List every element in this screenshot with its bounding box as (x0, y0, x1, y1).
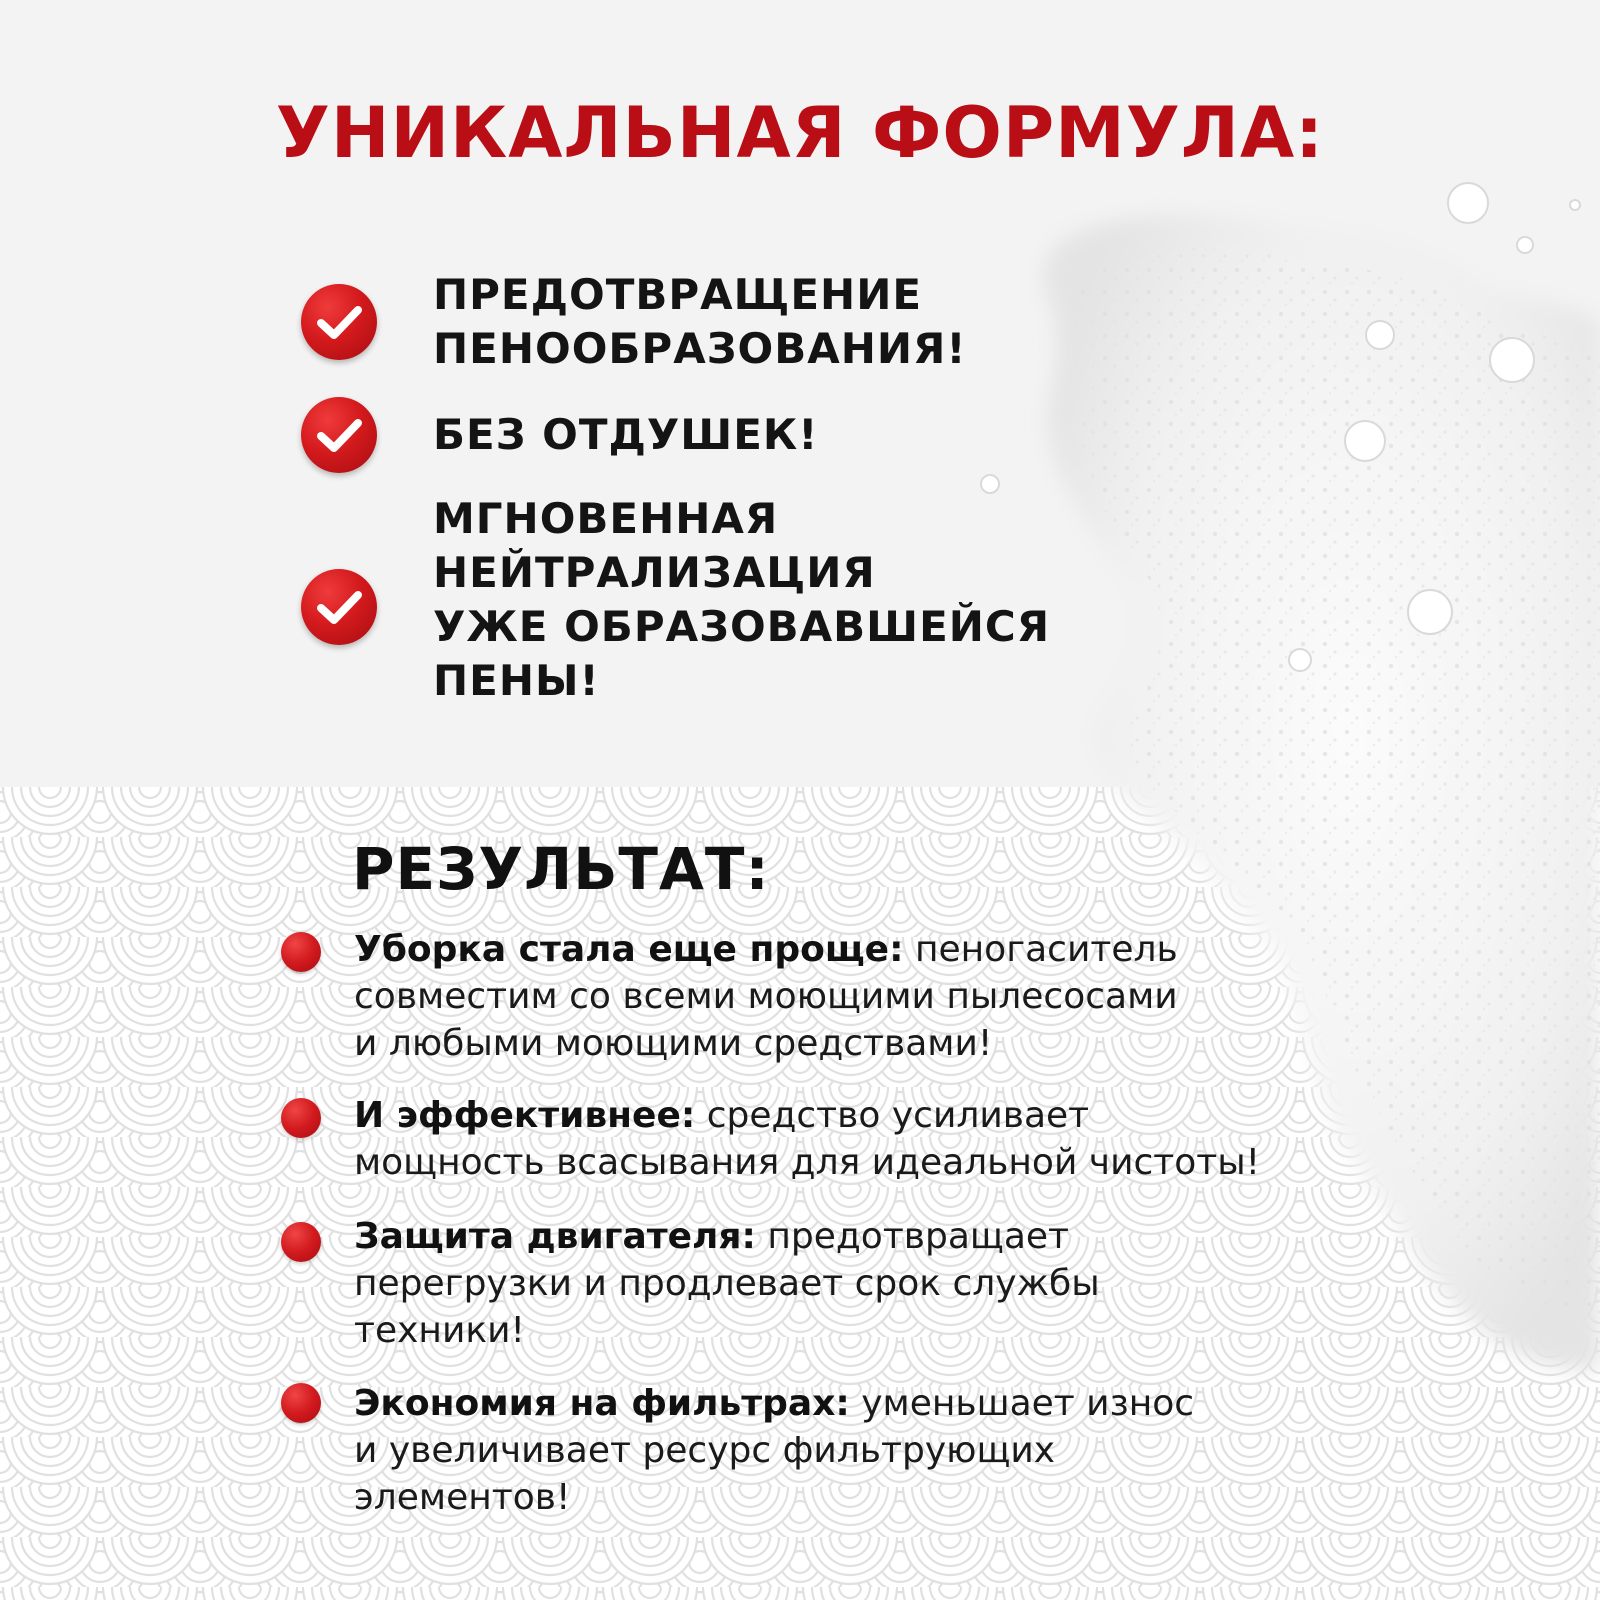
feature-3-line-1: МГНОВЕННАЯ (433, 494, 779, 543)
result-1-bold: Уборка стала еще проще: (354, 929, 904, 970)
result-item-4 (354, 1380, 1194, 1521)
result-3-line-3: техники! (354, 1310, 525, 1351)
check-circle-icon (301, 397, 377, 473)
result-4-line-2: и увеличивает ресурс фильтрующих (354, 1430, 1056, 1471)
result-item-2 (354, 1092, 1260, 1186)
bullet-dot-icon (281, 1098, 321, 1138)
bullet-dot-icon (281, 1222, 321, 1262)
result-3-line-2: перегрузки и продлевает срок службы (354, 1263, 1100, 1304)
feature-2-line-1: БЕЗ ОТДУШЕК! (433, 410, 819, 459)
feature-item-2 (433, 408, 818, 462)
result-3-text: предотвращает (755, 1216, 1070, 1257)
feature-3-line-2: НЕЙТРАЛИЗАЦИЯ (433, 548, 876, 597)
result-1-line-3: и любыми моющими средствами! (354, 1023, 993, 1064)
feature-3-line-4: ПЕНЫ! (433, 656, 600, 705)
main-title: УНИКАЛЬНАЯ ФОРМУЛА: (275, 92, 1325, 174)
result-item-3 (354, 1213, 1100, 1354)
check-circle-icon (301, 569, 377, 645)
feature-1-line-2: ПЕНООБРАЗОВАНИЯ! (433, 324, 967, 373)
feature-3-line-3: УЖЕ ОБРАЗОВАВШЕЙСЯ (433, 602, 1051, 651)
result-4-line-3: элементов! (354, 1477, 571, 1518)
result-2-line-2: мощность всасывания для идеальной чистоты! (354, 1142, 1261, 1183)
result-2-bold: И эффективнее: (354, 1095, 696, 1136)
result-4-text: уменьшает износ (849, 1383, 1195, 1424)
result-1-line-2: совместим со всеми моющими пылесосами (354, 976, 1178, 1017)
result-1-text: пеногаситель (903, 929, 1178, 970)
feature-1-line-1: ПРЕДОТВРАЩЕНИЕ (433, 270, 923, 319)
bullet-dot-icon (281, 1383, 321, 1423)
result-3-bold: Защита двигателя: (354, 1216, 756, 1257)
bullet-dot-icon (281, 932, 321, 972)
feature-item-3 (433, 492, 1050, 708)
result-2-text: средство усиливает (695, 1095, 1090, 1136)
result-item-1 (354, 926, 1178, 1067)
result-title: РЕЗУЛЬТАТ: (352, 835, 770, 903)
feature-item-1 (433, 268, 967, 376)
check-circle-icon (301, 284, 377, 360)
result-4-bold: Экономия на фильтрах: (354, 1383, 850, 1424)
